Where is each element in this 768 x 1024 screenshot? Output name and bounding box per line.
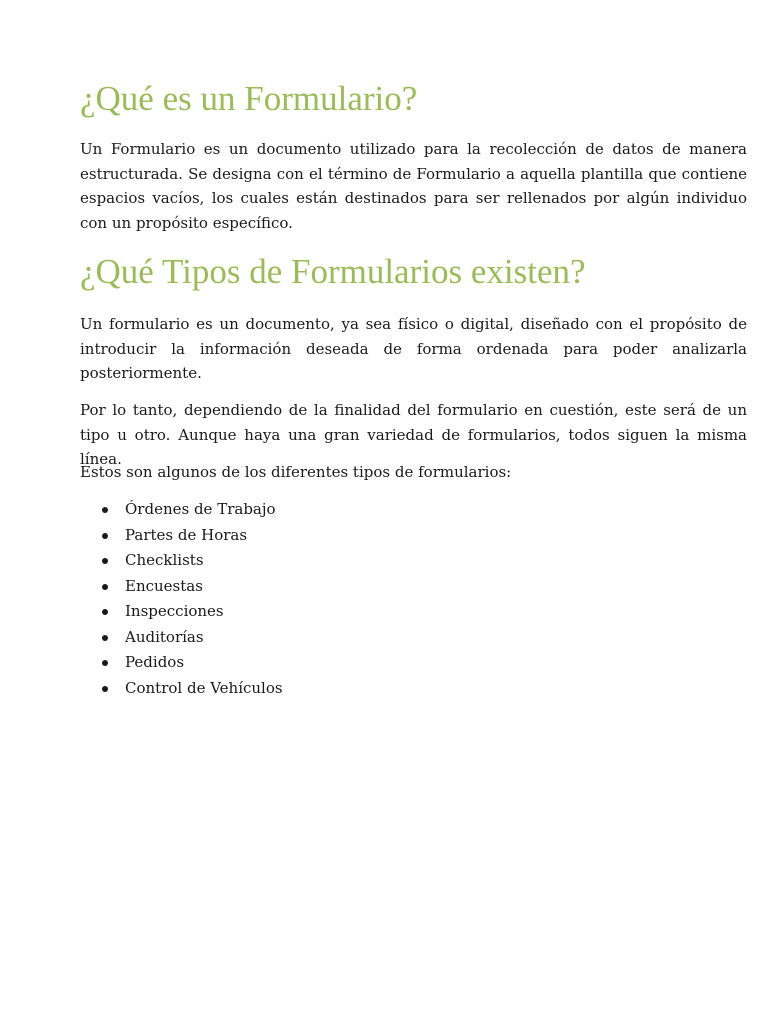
bullet-icon <box>102 507 108 513</box>
list-item-label: Control de Vehículos <box>125 678 283 697</box>
bullet-icon <box>102 584 108 590</box>
paragraph-descripcion: Un formulario es un documento, ya sea físico o digital, diseñado con el propósito de introducir la información deseada de forma ordenada para poder analizarla posteriormente. <box>80 315 747 382</box>
heading-tipos-formularios: ¿Qué Tipos de Formularios existen? <box>80 252 586 291</box>
bullet-icon <box>102 660 108 666</box>
list-item-label: Checklists <box>125 551 204 569</box>
paragraph-finalidad: Por lo tanto, dependiendo de la finalidad del formulario en cuestión, este será de un tipo u otro. Aunque haya una gran variedad de formularios, todos siguen la misma línea. <box>80 401 747 468</box>
list-item <box>80 497 747 523</box>
heading-que-es-formulario: ¿Qué es un Formulario? <box>80 79 418 118</box>
list-item <box>80 625 747 651</box>
paragraph-intro-lista: Estos son algunos de los diferentes tipos de formularios: <box>80 463 512 481</box>
list-item-label: Auditorías <box>125 627 204 646</box>
paragraph-definicion: Un Formulario es un documento utilizado para la recolección de datos de manera estructurada. Se designa con el término de Formulario a aquella plantilla que contiene espacios vacíos, los cuales están destinados para ser rellenados por algún individuo con un propósito específico. <box>80 140 747 232</box>
bullet-icon <box>102 635 108 641</box>
bullet-icon <box>102 686 108 692</box>
bullet-icon <box>102 533 108 539</box>
list-item-label: Partes de Horas <box>125 525 248 544</box>
list-item-label: Encuestas <box>125 576 203 595</box>
list-item <box>80 523 747 549</box>
list-item <box>80 676 747 702</box>
list-item-label: Órdenes de Trabajo <box>125 500 276 518</box>
list-item <box>80 548 747 574</box>
list-item <box>80 574 747 600</box>
tipos-formularios-list <box>80 497 747 701</box>
list-item <box>80 650 747 676</box>
list-item-label: Inspecciones <box>125 602 224 620</box>
list-item <box>80 599 747 625</box>
bullet-icon <box>102 558 108 564</box>
list-item-label: Pedidos <box>125 653 185 671</box>
bullet-icon <box>102 609 108 615</box>
